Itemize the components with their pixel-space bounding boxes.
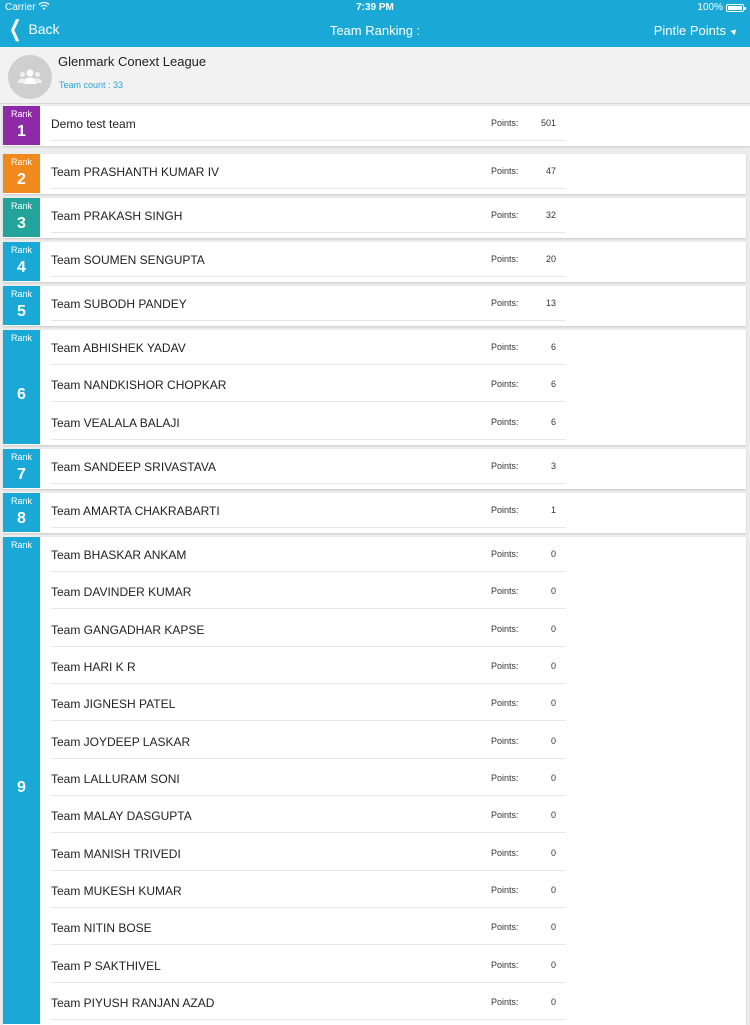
team-name: Team LALLURAM SONI bbox=[51, 772, 180, 786]
dropdown-triangle-icon bbox=[730, 27, 738, 35]
points-label: Points: bbox=[491, 298, 519, 308]
points-label: Points: bbox=[491, 848, 519, 858]
points-value: 0 bbox=[550, 549, 556, 559]
team-row[interactable] bbox=[51, 198, 566, 235]
rank-badge bbox=[3, 198, 40, 237]
team-name: Team DAVINDER KUMAR bbox=[51, 585, 192, 599]
navigation-bar bbox=[0, 14, 750, 47]
team-row[interactable] bbox=[51, 649, 566, 686]
team-name: Team JIGNESH PATEL bbox=[51, 697, 176, 711]
points-value: 0 bbox=[550, 698, 556, 708]
points-label: Points: bbox=[491, 773, 519, 783]
rank-group bbox=[3, 154, 746, 194]
team-name: Team NITIN BOSE bbox=[51, 921, 152, 935]
rank-group bbox=[3, 330, 746, 445]
rank-label: Rank bbox=[10, 452, 32, 462]
points-value: 6 bbox=[550, 379, 556, 389]
team-name: Team MALAY DASGUPTA bbox=[51, 809, 192, 823]
points-filter-dropdown[interactable] bbox=[654, 23, 738, 38]
rank-group bbox=[3, 493, 746, 533]
rank-label: Rank bbox=[10, 201, 32, 211]
points-value: 0 bbox=[550, 773, 556, 783]
points-value: 0 bbox=[550, 624, 556, 634]
points-value: 6 bbox=[550, 417, 556, 427]
rank-group bbox=[3, 449, 746, 489]
team-row[interactable] bbox=[51, 686, 566, 723]
team-name: Team BHASKAR ANKAM bbox=[51, 548, 187, 562]
row-divider bbox=[51, 720, 566, 721]
points-label: Points: bbox=[491, 461, 519, 471]
points-label: Points: bbox=[491, 810, 519, 820]
row-divider bbox=[51, 870, 566, 871]
team-name: Team NANDKISHOR CHOPKAR bbox=[51, 378, 227, 392]
points-value: 47 bbox=[545, 166, 556, 176]
ranking-list[interactable] bbox=[0, 104, 750, 1010]
points-value: 0 bbox=[550, 736, 556, 746]
team-name: Team MUKESH KUMAR bbox=[51, 884, 182, 898]
points-value: 32 bbox=[545, 210, 556, 220]
row-divider bbox=[51, 907, 566, 908]
points-value: 3 bbox=[550, 461, 556, 471]
row-divider bbox=[51, 140, 566, 141]
points-value: 0 bbox=[550, 661, 556, 671]
rank-label: Rank bbox=[10, 245, 32, 255]
points-label: Points: bbox=[491, 254, 519, 264]
team-row[interactable] bbox=[51, 574, 566, 611]
rank-number: 1 bbox=[17, 123, 26, 140]
row-divider bbox=[51, 646, 566, 647]
row-divider bbox=[51, 188, 566, 189]
league-header bbox=[0, 47, 750, 104]
rank-number: 2 bbox=[17, 171, 26, 188]
team-name: Team MANISH TRIVEDI bbox=[51, 847, 181, 861]
battery-indicator bbox=[697, 2, 744, 13]
points-label: Points: bbox=[491, 960, 519, 970]
row-divider bbox=[51, 232, 566, 233]
points-value: 0 bbox=[550, 848, 556, 858]
team-row[interactable] bbox=[51, 761, 566, 798]
points-filter-label: Pintle Points bbox=[653, 23, 726, 38]
rank-badge bbox=[3, 537, 40, 1024]
row-divider bbox=[51, 439, 566, 440]
team-row[interactable] bbox=[51, 449, 566, 486]
row-divider bbox=[51, 320, 566, 321]
points-label: Points: bbox=[491, 118, 519, 128]
rank-label: Rank bbox=[10, 289, 32, 299]
row-divider bbox=[51, 483, 566, 484]
points-label: Points: bbox=[491, 624, 519, 634]
page-title: Team Ranking : bbox=[329, 23, 421, 38]
team-name: Team ABHISHEK YADAV bbox=[51, 341, 186, 355]
carrier-label: Carrier bbox=[5, 2, 36, 13]
rank-group bbox=[3, 286, 746, 326]
row-divider bbox=[51, 982, 566, 983]
team-name: Team SUBODH PANDEY bbox=[51, 297, 187, 311]
points-label: Points: bbox=[491, 922, 519, 932]
points-label: Points: bbox=[491, 661, 519, 671]
rank-label: Rank bbox=[10, 540, 32, 550]
team-row[interactable] bbox=[51, 493, 566, 530]
team-name: Team PIYUSH RANJAN AZAD bbox=[51, 996, 215, 1010]
points-label: Points: bbox=[491, 698, 519, 708]
row-divider bbox=[51, 832, 566, 833]
points-value: 1 bbox=[550, 505, 556, 515]
points-label: Points: bbox=[491, 166, 519, 176]
rank-number: 8 bbox=[17, 510, 26, 527]
rank-label: Rank bbox=[10, 496, 32, 506]
rank-group bbox=[3, 106, 750, 146]
rank-label: Rank bbox=[10, 333, 32, 343]
team-name: Team HARI K R bbox=[51, 660, 136, 674]
team-row[interactable] bbox=[51, 985, 566, 1022]
points-value: 0 bbox=[550, 960, 556, 970]
points-label: Points: bbox=[491, 885, 519, 895]
league-name: Glenmark Conext League bbox=[58, 54, 207, 69]
team-row[interactable] bbox=[51, 910, 566, 947]
battery-icon bbox=[726, 4, 744, 12]
points-value: 20 bbox=[545, 254, 556, 264]
team-name: Team PRASHANTH KUMAR IV bbox=[51, 165, 220, 179]
team-row[interactable] bbox=[51, 873, 566, 910]
rank-badge bbox=[3, 242, 40, 281]
rank-number: 5 bbox=[17, 303, 26, 320]
row-divider bbox=[51, 401, 566, 402]
points-value: 6 bbox=[550, 342, 556, 352]
points-value: 0 bbox=[550, 885, 556, 895]
row-divider bbox=[51, 683, 566, 684]
points-label: Points: bbox=[491, 997, 519, 1007]
row-divider bbox=[51, 527, 566, 528]
rank-number: 4 bbox=[17, 259, 26, 276]
team-row[interactable] bbox=[51, 154, 566, 191]
team-row[interactable] bbox=[51, 798, 566, 835]
team-name: Team PRAKASH SINGH bbox=[51, 209, 183, 223]
back-label: Back bbox=[28, 21, 60, 37]
row-divider bbox=[51, 364, 566, 365]
points-label: Points: bbox=[491, 379, 519, 389]
status-time: 7:39 PM bbox=[356, 2, 394, 13]
team-name: Team SANDEEP SRIVASTAVA bbox=[51, 460, 216, 474]
row-divider bbox=[51, 758, 566, 759]
team-name: Team GANGADHAR KAPSE bbox=[51, 623, 205, 637]
rank-number: 3 bbox=[17, 215, 26, 232]
row-divider bbox=[51, 571, 566, 572]
team-name: Team JOYDEEP LASKAR bbox=[51, 735, 191, 749]
team-name: Team AMARTA CHAKRABARTI bbox=[51, 504, 220, 518]
rank-number: 6 bbox=[17, 386, 26, 403]
points-label: Points: bbox=[491, 342, 519, 352]
points-label: Points: bbox=[491, 586, 519, 596]
points-label: Points: bbox=[491, 736, 519, 746]
row-divider bbox=[51, 944, 566, 945]
points-value: 0 bbox=[550, 997, 556, 1007]
points-value: 501 bbox=[540, 118, 556, 128]
rank-badge bbox=[3, 449, 40, 488]
team-row[interactable] bbox=[51, 106, 566, 143]
back-button[interactable] bbox=[6, 16, 60, 41]
row-divider bbox=[51, 1019, 566, 1020]
points-value: 0 bbox=[550, 586, 556, 596]
points-label: Points: bbox=[491, 505, 519, 515]
points-label: Points: bbox=[491, 417, 519, 427]
row-divider bbox=[51, 276, 566, 277]
points-value: 13 bbox=[545, 298, 556, 308]
points-label: Points: bbox=[491, 549, 519, 559]
team-row[interactable] bbox=[51, 405, 566, 442]
rank-badge bbox=[3, 154, 40, 193]
status-bar bbox=[0, 0, 750, 14]
team-row[interactable] bbox=[51, 537, 566, 574]
battery-percent: 100% bbox=[697, 2, 723, 13]
team-row[interactable] bbox=[51, 286, 566, 323]
rank-label: Rank bbox=[10, 109, 32, 119]
rank-badge bbox=[3, 330, 40, 444]
row-divider bbox=[51, 608, 566, 609]
rank-label: Rank bbox=[10, 157, 32, 167]
team-name: Demo test team bbox=[51, 117, 136, 131]
rank-group bbox=[3, 198, 746, 238]
team-row[interactable] bbox=[51, 612, 566, 649]
team-row[interactable] bbox=[51, 367, 566, 404]
team-name: Team SOUMEN SENGUPTA bbox=[51, 253, 205, 267]
team-row[interactable] bbox=[51, 836, 566, 873]
points-value: 0 bbox=[550, 810, 556, 820]
rank-badge bbox=[3, 106, 40, 145]
rank-badge bbox=[3, 493, 40, 532]
team-row[interactable] bbox=[51, 330, 566, 367]
rank-number: 9 bbox=[17, 779, 26, 796]
team-name: Team VEALALA BALAJI bbox=[51, 416, 180, 430]
chevron-left-icon: ❮ bbox=[8, 16, 22, 41]
rank-badge bbox=[3, 286, 40, 325]
team-count: Team count : 33 bbox=[59, 80, 124, 90]
rank-group bbox=[3, 537, 746, 1025]
league-avatar bbox=[8, 55, 52, 99]
points-label: Points: bbox=[491, 210, 519, 220]
rank-number: 7 bbox=[17, 466, 26, 483]
group-icon bbox=[17, 68, 43, 86]
team-row[interactable] bbox=[51, 948, 566, 985]
team-name: Team P SAKTHIVEL bbox=[51, 959, 161, 973]
team-row[interactable] bbox=[51, 242, 566, 279]
points-value: 0 bbox=[550, 922, 556, 932]
team-row[interactable] bbox=[51, 724, 566, 761]
row-divider bbox=[51, 795, 566, 796]
rank-group bbox=[3, 242, 746, 282]
